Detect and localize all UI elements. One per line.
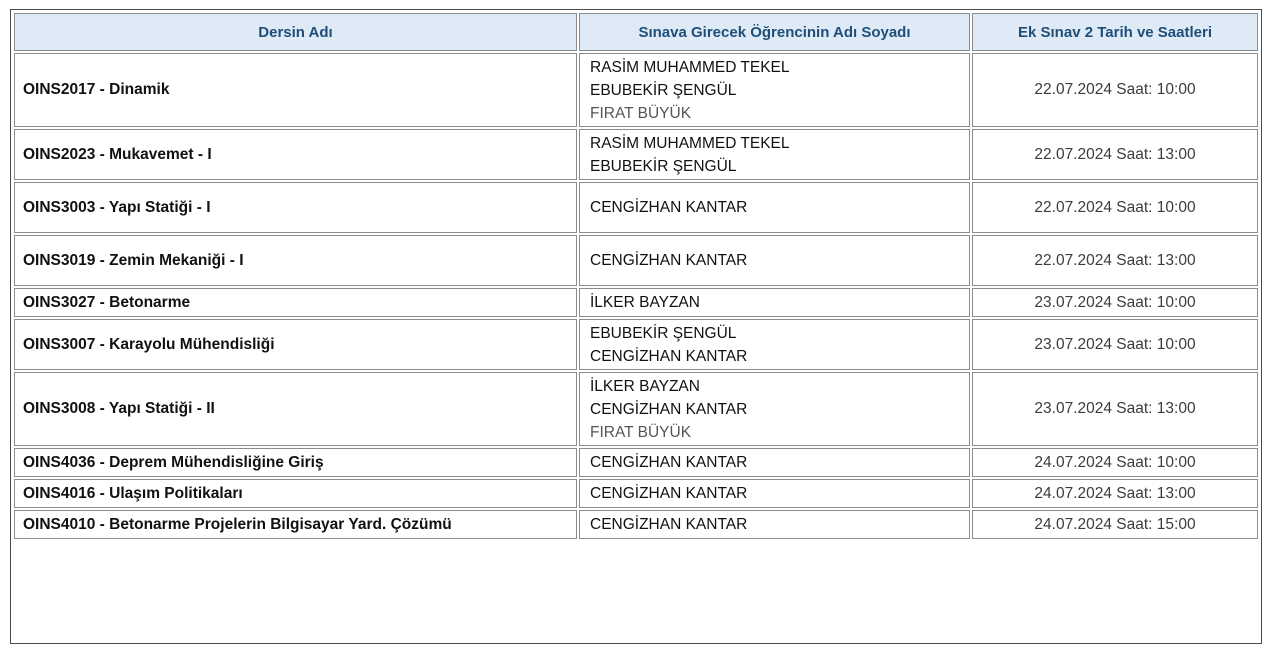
student-name: İLKER BAYZAN [590,377,700,395]
course-name-cell: OINS4016 - Ulaşım Politikaları [14,479,577,508]
table-row [14,372,1258,446]
student-name: RASİM MUHAMMED TEKEL [590,58,790,76]
students-cell [579,372,970,446]
course-name-cell: OINS3003 - Yapı Statiği - I [14,182,577,233]
course-name-cell: OINS4036 - Deprem Mühendisliğine Giriş [14,448,577,477]
student-name: RASİM MUHAMMED TEKEL [590,134,790,152]
exam-date-cell: 22.07.2024 Saat: 13:00 [972,235,1258,286]
course-name-cell: OINS3008 - Yapı Statiği - II [14,372,577,446]
exam-date-cell: 23.07.2024 Saat: 10:00 [972,288,1258,317]
exam-date-cell: 22.07.2024 Saat: 13:00 [972,129,1258,180]
exam-date-cell: 23.07.2024 Saat: 10:00 [972,319,1258,370]
table-row [14,235,1258,286]
exam-date-cell: 22.07.2024 Saat: 10:00 [972,53,1258,127]
table-row [14,288,1258,317]
table-row [14,53,1258,127]
student-name: CENGİZHAN KANTAR [590,516,748,533]
student-name: İLKER BAYZAN [590,294,700,311]
table-row [14,129,1258,180]
table-row [14,479,1258,508]
exam-date-cell: 24.07.2024 Saat: 13:00 [972,479,1258,508]
students-cell [579,288,970,317]
course-name-cell: OINS4010 - Betonarme Projelerin Bilgisayar Yard. Çözümü [14,510,577,539]
exam-date-cell: 24.07.2024 Saat: 15:00 [972,510,1258,539]
students-cell [579,53,970,127]
table-header-row [14,13,1258,51]
course-name-cell: OINS2017 - Dinamik [14,53,577,127]
student-name: FIRAT BÜYÜK [590,104,692,122]
student-name: CENGİZHAN KANTAR [590,252,748,269]
students-cell [579,319,970,370]
header-course: Dersin Adı [14,13,577,51]
student-name: EBUBEKİR ŞENGÜL [590,81,737,99]
exam-date-cell: 22.07.2024 Saat: 10:00 [972,182,1258,233]
course-name-cell: OINS3019 - Zemin Mekaniği - I [14,235,577,286]
table-body [14,53,1258,539]
table-row [14,182,1258,233]
student-name: CENGİZHAN KANTAR [590,400,748,418]
table-row [14,448,1258,477]
students-cell [579,235,970,286]
exam-date-cell: 24.07.2024 Saat: 10:00 [972,448,1258,477]
students-cell [579,479,970,508]
student-name: CENGİZHAN KANTAR [590,485,748,502]
students-cell [579,510,970,539]
student-name: FIRAT BÜYÜK [590,423,692,441]
student-name: CENGİZHAN KANTAR [590,454,748,471]
course-name-cell: OINS3007 - Karayolu Mühendisliği [14,319,577,370]
students-cell [579,448,970,477]
student-name: CENGİZHAN KANTAR [590,347,748,365]
header-students: Sınava Girecek Öğrencinin Adı Soyadı [579,13,970,51]
student-name: EBUBEKİR ŞENGÜL [590,157,737,175]
header-date: Ek Sınav 2 Tarih ve Saatleri [972,13,1258,51]
table-row [14,319,1258,370]
course-name-cell: OINS3027 - Betonarme [14,288,577,317]
course-name-cell: OINS2023 - Mukavemet - I [14,129,577,180]
exam-schedule-frame [10,9,1262,644]
exam-date-cell: 23.07.2024 Saat: 13:00 [972,372,1258,446]
students-cell [579,182,970,233]
table-row [14,510,1258,539]
exam-schedule-table [12,11,1260,541]
student-name: CENGİZHAN KANTAR [590,199,748,216]
students-cell [579,129,970,180]
student-name: EBUBEKİR ŞENGÜL [590,324,737,342]
